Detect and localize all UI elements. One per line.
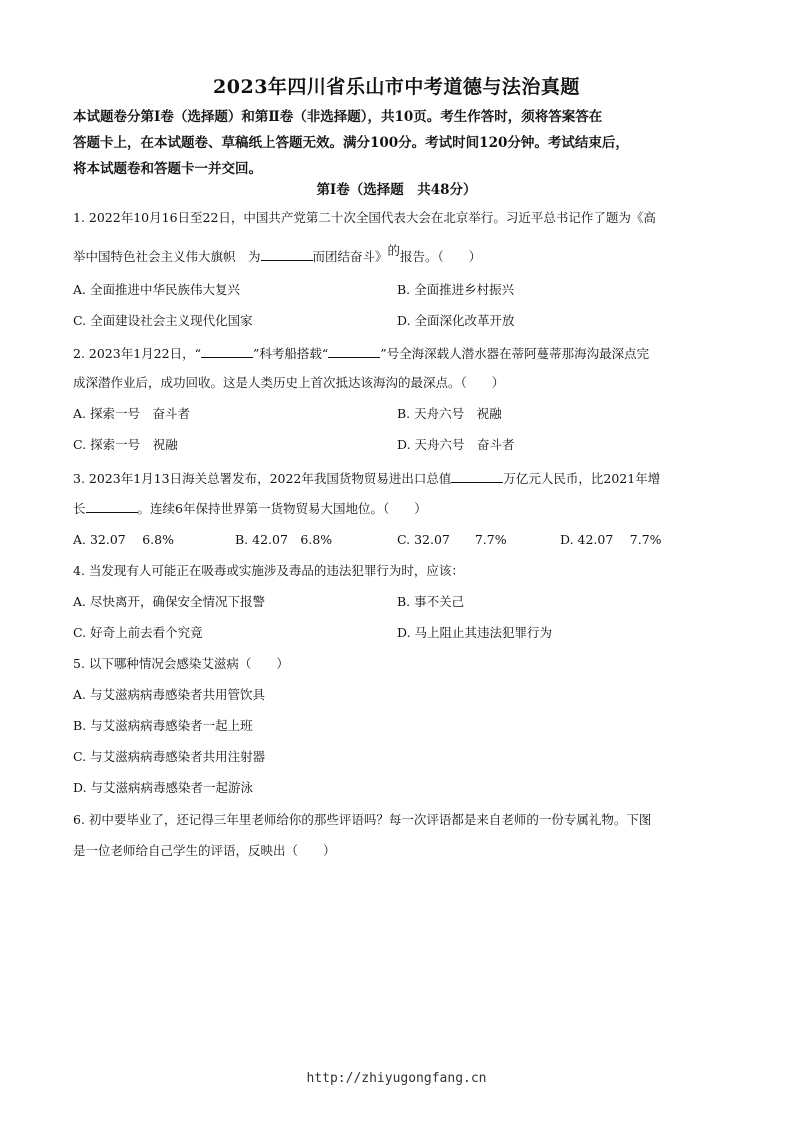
question-6-text-line-2: 是一位老师给自己学生的评语，反映出（ ） [73,843,336,858]
question-5-option-d: D. 与艾滋病病毒感染者一起游泳 [73,780,254,795]
section-heading: 第Ⅰ卷（选择题 共48分） [316,182,477,198]
question-5-option-c: C. 与艾滋病病毒感染者共用注射器 [73,749,266,764]
question-3-text-part: 。连续6年保持世界第一货物贸易大国地位。（ ） [137,501,427,516]
question-3-text-part: 万亿元人民币，比2021年增 [503,471,661,486]
question-4-option-c: C. 好奇上前去看个究竟 [73,625,203,640]
question-3-text-part: 3. 2023年1月13日海关总署发布，2022年我国货物贸易进出口总值 [73,471,452,486]
question-1-text-part: 报告。（ ） [400,249,482,264]
question-1-option-b: B. 全面推进乡村振兴 [397,282,515,297]
page-title: 2023年四川省乐山市中考道德与法治真题 [213,76,580,98]
question-1-text-line-2 [73,243,723,266]
question-1-text-line-1: 1. 2022年10月16日至22日，中国共产党第二十次全国代表大会在北京举行。习近平总书记作了题为《高 [73,210,656,225]
answer-blank [451,469,503,483]
question-3-text-part: 长 [73,501,86,516]
question-5-option-b: B. 与艾滋病病毒感染者一起上班 [73,718,253,733]
question-5-text: 5. 以下哪种情况会感染艾滋病（ ） [73,656,289,671]
question-1-option-a: A. 全面推进中华民族伟大复兴 [73,282,240,297]
answer-blank [261,247,313,261]
question-1-option-c: C. 全面建设社会主义现代化国家 [73,313,253,328]
question-2-text-part: ”号全海深载人潜水器在蒂阿蔓蒂那海沟最深点完 [380,346,650,361]
question-4-option-b: B. 事不关己 [397,594,465,609]
answer-blank [328,344,380,358]
question-3-text-line-1 [73,469,723,488]
question-2-text-line-1 [73,344,723,363]
question-5-option-a: A. 与艾滋病病毒感染者共用管饮具 [73,687,265,702]
exam-instructions [73,104,723,182]
question-6-text-line-1: 6. 初中要毕业了，还记得三年里老师给你的那些评语吗？每一次评语都是来自老师的一份专属礼物。下图 [73,812,652,827]
instructions-line-1: 本试题卷分第Ⅰ卷（选择题）和第Ⅱ卷（非选择题），共10页。考生作答时，须将答案答在 [73,109,603,125]
answer-blank [86,499,138,513]
question-2-option-c: C. 探索一号 祝融 [73,437,178,452]
question-2-text-line-2: 成深潜作业后，成功回收。这是人类历史上首次抵达该海沟的最深点。（ ） [73,375,505,390]
question-1-text-part: 而团结奋斗》 [312,249,388,264]
question-2-text-part: ”科考船搭载“ [252,346,329,361]
answer-blank [201,344,253,358]
question-3-option-d: D. 42.07 7.7% [560,532,662,547]
question-1-text-part: 举中国特色社会主义伟大旗帜 为 [73,249,261,264]
question-3-option-b: B. 42.07 6.8% [235,532,333,547]
question-4-text: 4. 当发现有人可能正在吸毒或实施涉及毒品的违法犯罪行为时，应该： [73,563,464,578]
question-2-option-d: D. 天舟六号 奋斗者 [397,437,515,452]
question-4-option-d: D. 马上阻止其违法犯罪行为 [397,625,553,640]
question-2-text-part: 2. 2023年1月22日，“ [73,346,201,361]
question-3-option-c: C. 32.07 7.7% [397,532,507,547]
question-2-option-b: B. 天舟六号 祝融 [397,406,502,421]
instructions-line-3: 将本试题卷和答题卡一并交回。 [73,161,262,177]
question-1-text-part: 的 [387,243,401,258]
footer-url: http://zhiyugongfang.cn [306,1071,487,1086]
question-4-option-a: A. 尽快离开，确保安全情况下报警 [73,594,265,609]
instructions-line-2: 答题卡上，在本试题卷、草稿纸上答题无效。满分100分。考试时间120分钟。考试结束后， [73,135,629,151]
question-1-option-d: D. 全面深化改革开放 [397,313,515,328]
question-3-option-a: A. 32.07 6.8% [73,532,174,547]
question-3-text-line-2 [73,499,723,518]
question-2-option-a: A. 探索一号 奋斗者 [73,406,190,421]
